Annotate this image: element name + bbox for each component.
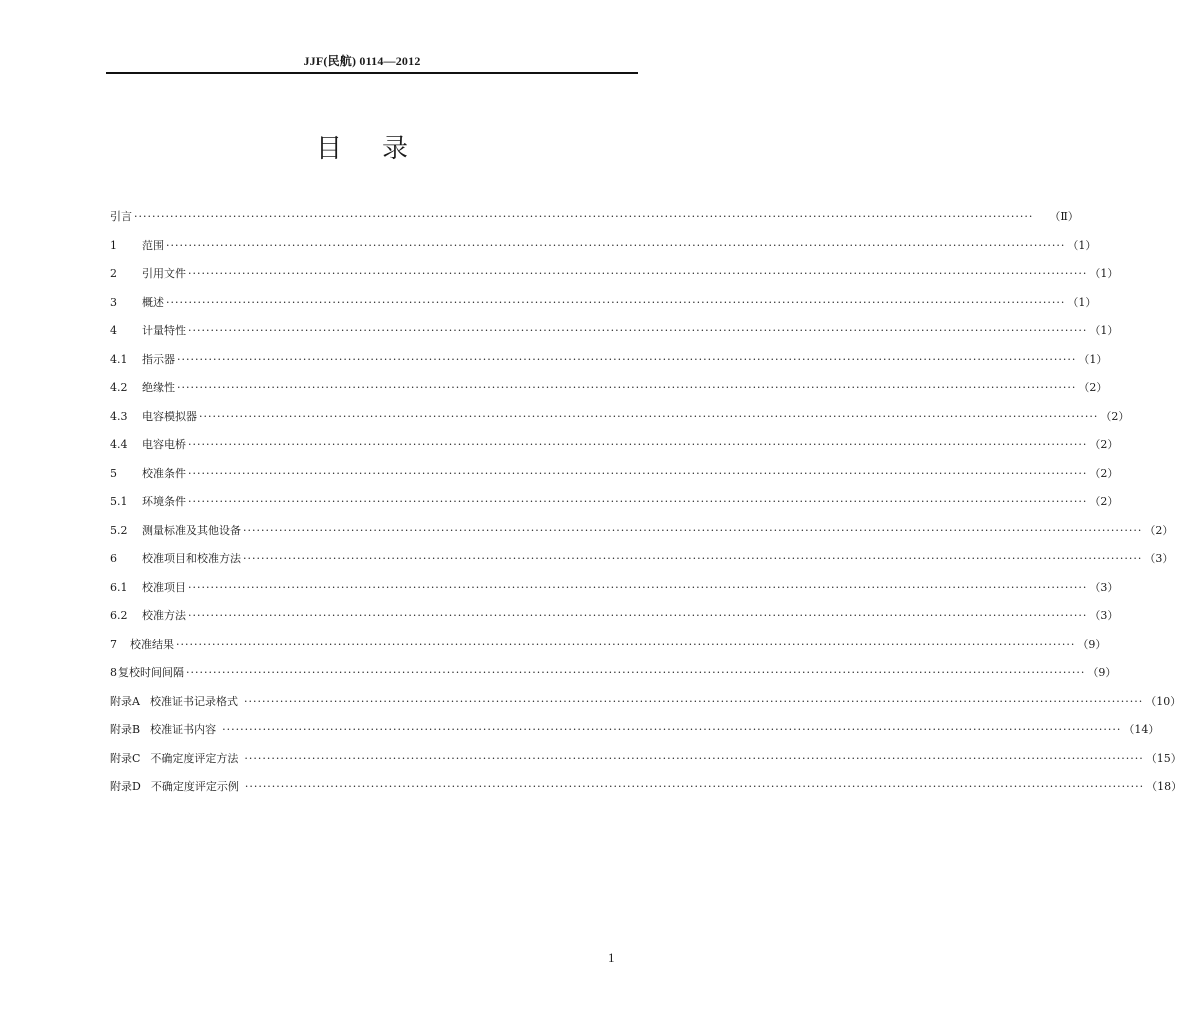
toc-entry-label: 范围 xyxy=(142,238,164,252)
toc-entry-number: 6 xyxy=(110,552,117,565)
toc-entry-page: （1） xyxy=(1078,352,1108,366)
toc-entry-label: 环境条件 xyxy=(142,495,186,508)
toc-entry-label: 校准项目和校准方法 xyxy=(142,552,241,565)
toc-entry-number: 4.1 xyxy=(110,352,128,366)
toc-entry-page: （2） xyxy=(1089,466,1119,480)
toc-entry-label: 校准项目 xyxy=(142,580,186,594)
toc-entry-label: 校准证书内容 xyxy=(150,723,217,736)
toc-entry-page: （10） xyxy=(1145,694,1182,708)
page-number: 1 xyxy=(608,950,615,965)
toc-entry-label: 引用文件 xyxy=(142,267,186,280)
toc-entry-appendix-d[interactable] xyxy=(110,773,1182,802)
toc-entry-label: 校准方法 xyxy=(142,609,186,622)
toc-entry-6[interactable] xyxy=(110,545,1174,574)
toc-leader: ········································································································································································································ xyxy=(244,780,1145,793)
toc-entry-page: （2） xyxy=(1144,523,1174,537)
toc-leader: ········································································································································································································ xyxy=(176,637,1076,651)
toc-entry-page: （9） xyxy=(1087,666,1117,679)
toc-entry-appendix-c[interactable] xyxy=(110,745,1182,774)
toc-entry-page: （3） xyxy=(1089,580,1119,594)
toc-entry-4-4[interactable] xyxy=(110,431,1119,460)
toc-leader: ········································································································································································································ xyxy=(243,523,1143,537)
toc-leader: ········································································································································································································ xyxy=(199,409,1099,423)
toc-entry-number: 附录C xyxy=(110,751,141,765)
toc-entry-appendix-b[interactable] xyxy=(110,716,1160,745)
toc-entry-page: （3） xyxy=(1144,552,1174,565)
toc-entry-label: 绝缘性 xyxy=(142,381,175,394)
page-title xyxy=(0,128,724,165)
toc-entry-6-2[interactable] xyxy=(110,602,1119,631)
toc-entry-5[interactable] xyxy=(110,460,1119,489)
toc-leader: ········································································································································································································ xyxy=(186,666,1086,679)
toc-entry-number: 1 xyxy=(110,238,117,252)
toc-entry-2[interactable] xyxy=(110,260,1119,289)
toc-entry-number: 5.1 xyxy=(110,495,128,508)
toc-entry-number: 4.3 xyxy=(110,409,128,423)
toc-entry-page: （2） xyxy=(1100,409,1130,423)
toc-entry-page: （14） xyxy=(1123,723,1160,736)
toc-leader: ········································································································································································································ xyxy=(188,267,1088,280)
toc-entry-label: 计量特性 xyxy=(142,324,186,337)
toc-entry-label: 测量标准及其他设备 xyxy=(142,523,241,537)
toc-entry-label: 不确定度评定示例 xyxy=(150,780,239,793)
toc-entry-3[interactable] xyxy=(110,289,1097,318)
toc-entry-number: 4.4 xyxy=(110,438,128,451)
toc-entry-4-3[interactable] xyxy=(110,403,1130,432)
toc-entry-number: 2 xyxy=(110,267,117,280)
toc-entry-label: 电容电桥 xyxy=(142,438,186,451)
toc-entry-page: （Ⅱ） xyxy=(1049,210,1079,223)
toc-leader: ········································································································································································································ xyxy=(188,438,1088,451)
toc-entry-label: 不确定度评定方法 xyxy=(150,751,239,765)
toc-entry-page: （1） xyxy=(1089,324,1119,337)
toc-entry-number: 5 xyxy=(110,466,117,480)
toc-entry-label: 电容模拟器 xyxy=(142,409,197,423)
toc-entry-number: 6.1 xyxy=(110,580,128,594)
toc-entry-number: 3 xyxy=(110,295,117,309)
toc-leader: ········································································································································································································ xyxy=(188,495,1088,508)
toc-entry-label: 概述 xyxy=(142,295,164,309)
toc-entry-8[interactable] xyxy=(110,659,1117,688)
toc-entry-page: （1） xyxy=(1067,295,1097,309)
toc-entry-number: 6.2 xyxy=(110,609,128,622)
toc-entry-6-1[interactable] xyxy=(110,574,1119,603)
title-char-1: 目 xyxy=(315,134,342,164)
toc-leader: ········································································································································································································ xyxy=(166,238,1066,252)
toc-entry-appendix-a[interactable] xyxy=(110,688,1182,717)
title-char-2: 录 xyxy=(382,134,409,164)
toc-entry-5-2[interactable] xyxy=(110,517,1174,546)
toc-entry-label: 引言 xyxy=(110,210,132,223)
toc-leader: ········································································································································································································ xyxy=(243,552,1143,565)
toc-entry-number: 4.2 xyxy=(110,381,128,394)
table-of-contents xyxy=(110,203,1182,802)
toc-entry-5-1[interactable] xyxy=(110,488,1119,517)
toc-entry-4-2[interactable] xyxy=(110,374,1108,403)
toc-leader: ········································································································································································································ xyxy=(134,210,1034,223)
toc-entry-page: （15） xyxy=(1145,751,1182,765)
toc-entry-label: 校准证书记录格式 xyxy=(149,694,238,708)
toc-entry-number: 附录D xyxy=(110,780,141,793)
toc-entry-number: 5.2 xyxy=(110,523,128,537)
toc-entry-number: 附录B xyxy=(110,723,141,736)
toc-entry-page: （2） xyxy=(1089,495,1119,508)
toc-leader: ········································································································································································································ xyxy=(177,381,1077,394)
toc-entry-page: （1） xyxy=(1089,267,1119,280)
header-rule xyxy=(106,72,638,74)
toc-leader: ········································································································································································································ xyxy=(188,466,1088,480)
toc-leader: ········································································································································································································ xyxy=(166,295,1066,309)
toc-entry-label: 指示器 xyxy=(142,352,175,366)
toc-entry-page: （9） xyxy=(1077,637,1107,651)
toc-entry-page: （2） xyxy=(1089,438,1119,451)
toc-entry-page: （3） xyxy=(1089,609,1119,622)
toc-leader: ········································································································································································································ xyxy=(244,751,1144,765)
toc-entry-number: 7 xyxy=(110,637,117,651)
toc-entry-4-1[interactable] xyxy=(110,346,1108,375)
document-header: JJF(民航) 0114—2012 xyxy=(303,54,421,68)
toc-leader: ········································································································································································································ xyxy=(188,609,1088,622)
toc-entry-number: 4 xyxy=(110,324,117,337)
toc-leader: ········································································································································································································ xyxy=(188,580,1088,594)
toc-entry-page: （1） xyxy=(1067,238,1097,252)
toc-entry-foreword[interactable] xyxy=(110,203,1079,232)
toc-leader: ········································································································································································································ xyxy=(222,723,1122,736)
toc-entry-7[interactable] xyxy=(110,631,1107,660)
toc-entry-page: （18） xyxy=(1146,780,1182,793)
toc-entry-1[interactable] xyxy=(110,232,1097,261)
toc-entry-label: 校准条件 xyxy=(142,466,186,480)
toc-entry-number: 8 xyxy=(110,666,117,679)
toc-entry-label: 复校时间间隔 xyxy=(118,666,184,679)
toc-entry-page: （2） xyxy=(1078,381,1108,394)
toc-entry-number: 附录A xyxy=(110,694,140,708)
toc-entry-4[interactable] xyxy=(110,317,1119,346)
toc-leader: ········································································································································································································ xyxy=(243,694,1144,708)
toc-leader: ········································································································································································································ xyxy=(188,324,1088,337)
toc-entry-label: 校准结果 xyxy=(130,637,174,651)
toc-leader: ········································································································································································································ xyxy=(177,352,1077,366)
